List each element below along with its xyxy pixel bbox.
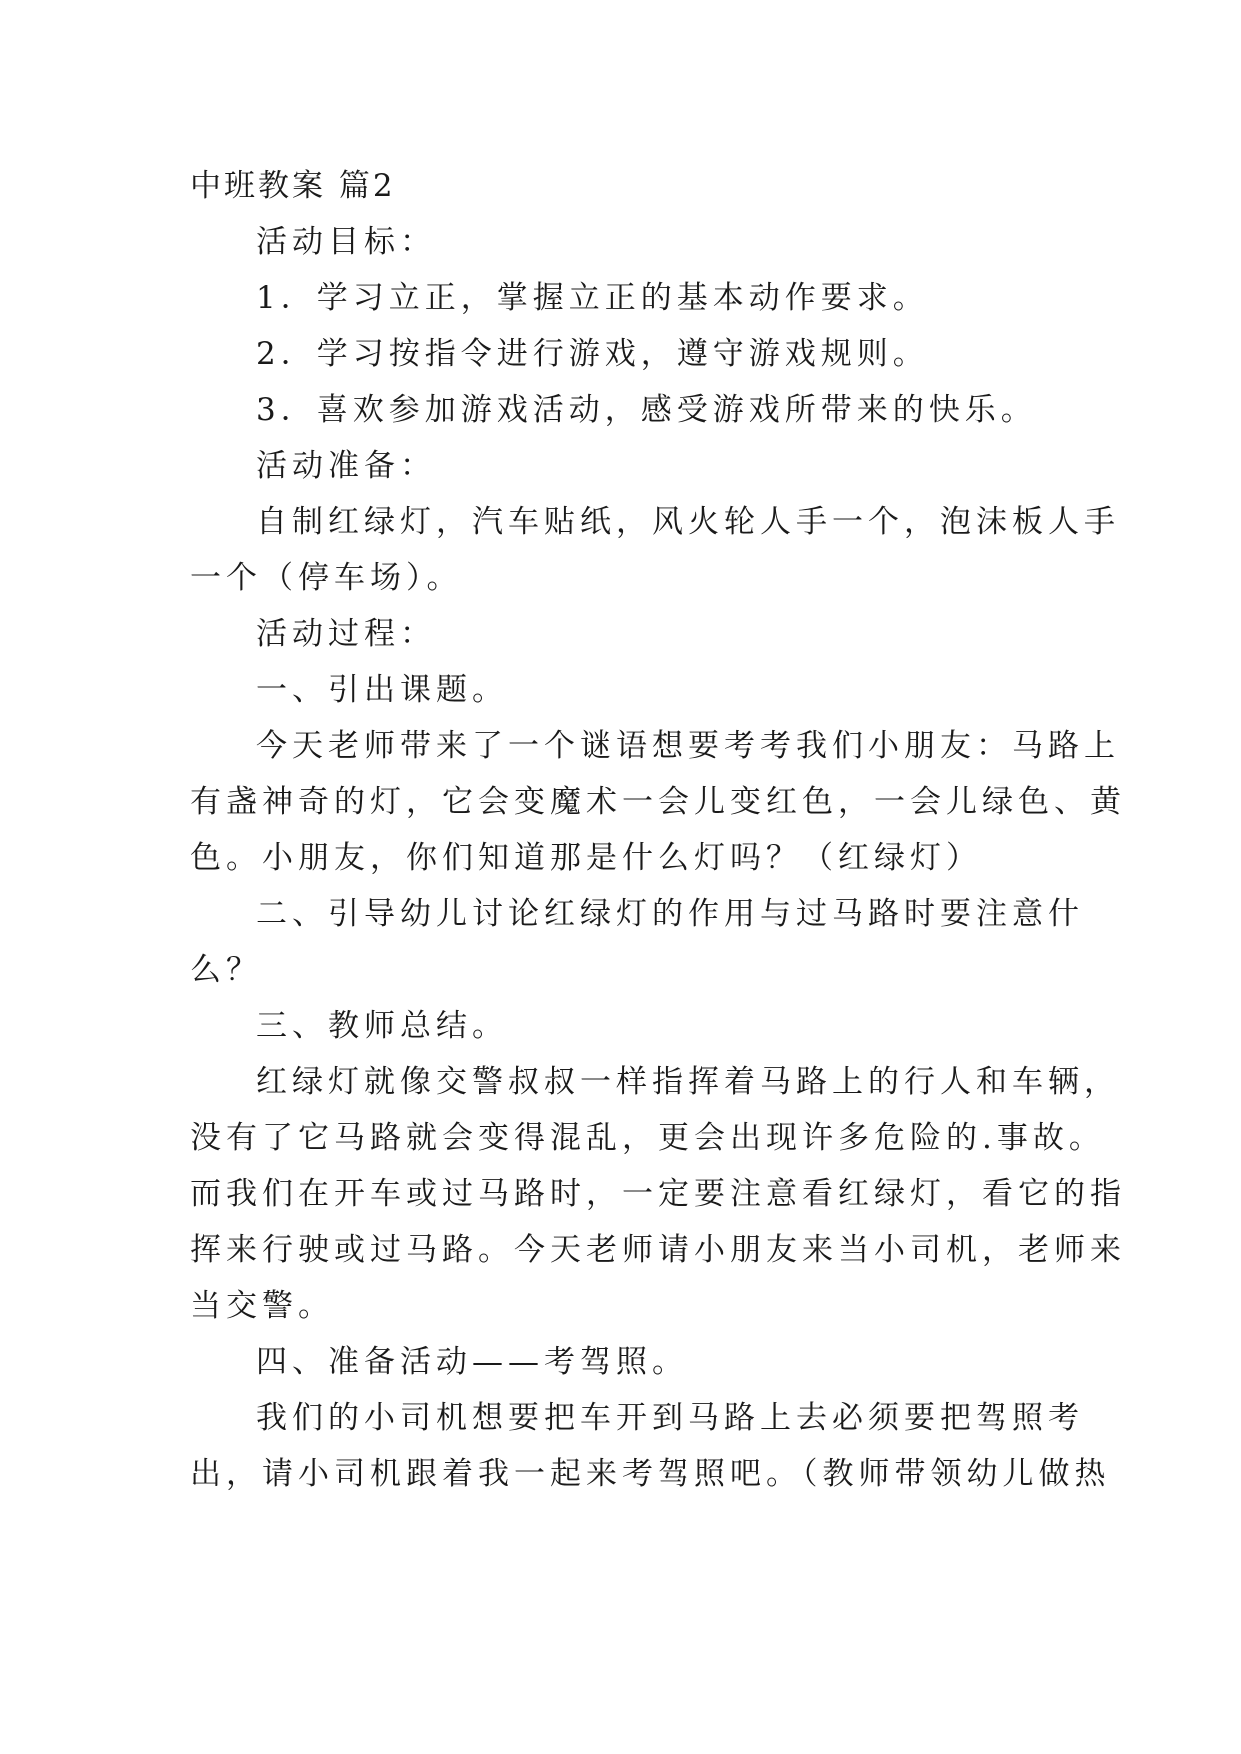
document-title: 中班教案 篇2 [190, 168, 396, 204]
paragraph-line: 一个（停车场）。 [190, 560, 463, 596]
step-heading-1: 一、引出课题。 [256, 672, 508, 708]
paragraph-line: 挥来行驶或过马路。今天老师请小朋友来当小司机，老师来 [190, 1232, 1126, 1268]
paragraph-line: 而我们在开车或过马路时，一定要注意看红绿灯，看它的指 [190, 1176, 1126, 1212]
paragraph-line: 自制红绿灯，汽车贴纸，风火轮人手一个，泡沫板人手 [256, 504, 1120, 540]
section-heading-process: 活动过程： [256, 616, 436, 652]
paragraph-line: 出，请小司机跟着我一起来考驾照吧。（教师带领幼儿做热 [190, 1456, 1111, 1492]
step-heading-4: 四、准备活动——考驾照。 [256, 1344, 688, 1380]
goal-item-3: 3．喜欢参加游戏活动，感受游戏所带来的快乐。 [256, 392, 1037, 428]
paragraph-line: 么？ [190, 952, 262, 988]
paragraph-line: 有盏神奇的灯，它会变魔术一会儿变红色，一会儿绿色、黄 [190, 784, 1126, 820]
section-heading-preparation: 活动准备： [256, 448, 436, 484]
goal-item-2: 2．学习按指令进行游戏，遵守游戏规则。 [256, 336, 929, 372]
paragraph-line: 当交警。 [190, 1288, 334, 1324]
paragraph-line: 没有了它马路就会变得混乱，更会出现许多危险的.事故。 [190, 1120, 1105, 1156]
paragraph-line: 我们的小司机想要把车开到马路上去必须要把驾照考 [256, 1400, 1084, 1436]
paragraph-line: 红绿灯就像交警叔叔一样指挥着马路上的行人和车辆， [256, 1064, 1120, 1100]
section-heading-goals: 活动目标： [256, 224, 436, 260]
paragraph-line: 色。小朋友，你们知道那是什么灯吗？（红绿灯） [190, 840, 982, 876]
paragraph-line: 今天老师带来了一个谜语想要考考我们小朋友：马路上 [256, 728, 1120, 764]
step-heading-2: 二、引导幼儿讨论红绿灯的作用与过马路时要注意什 [256, 896, 1084, 932]
step-heading-3: 三、教师总结。 [256, 1008, 508, 1044]
goal-item-1: 1．学习立正，掌握立正的基本动作要求。 [256, 280, 929, 316]
